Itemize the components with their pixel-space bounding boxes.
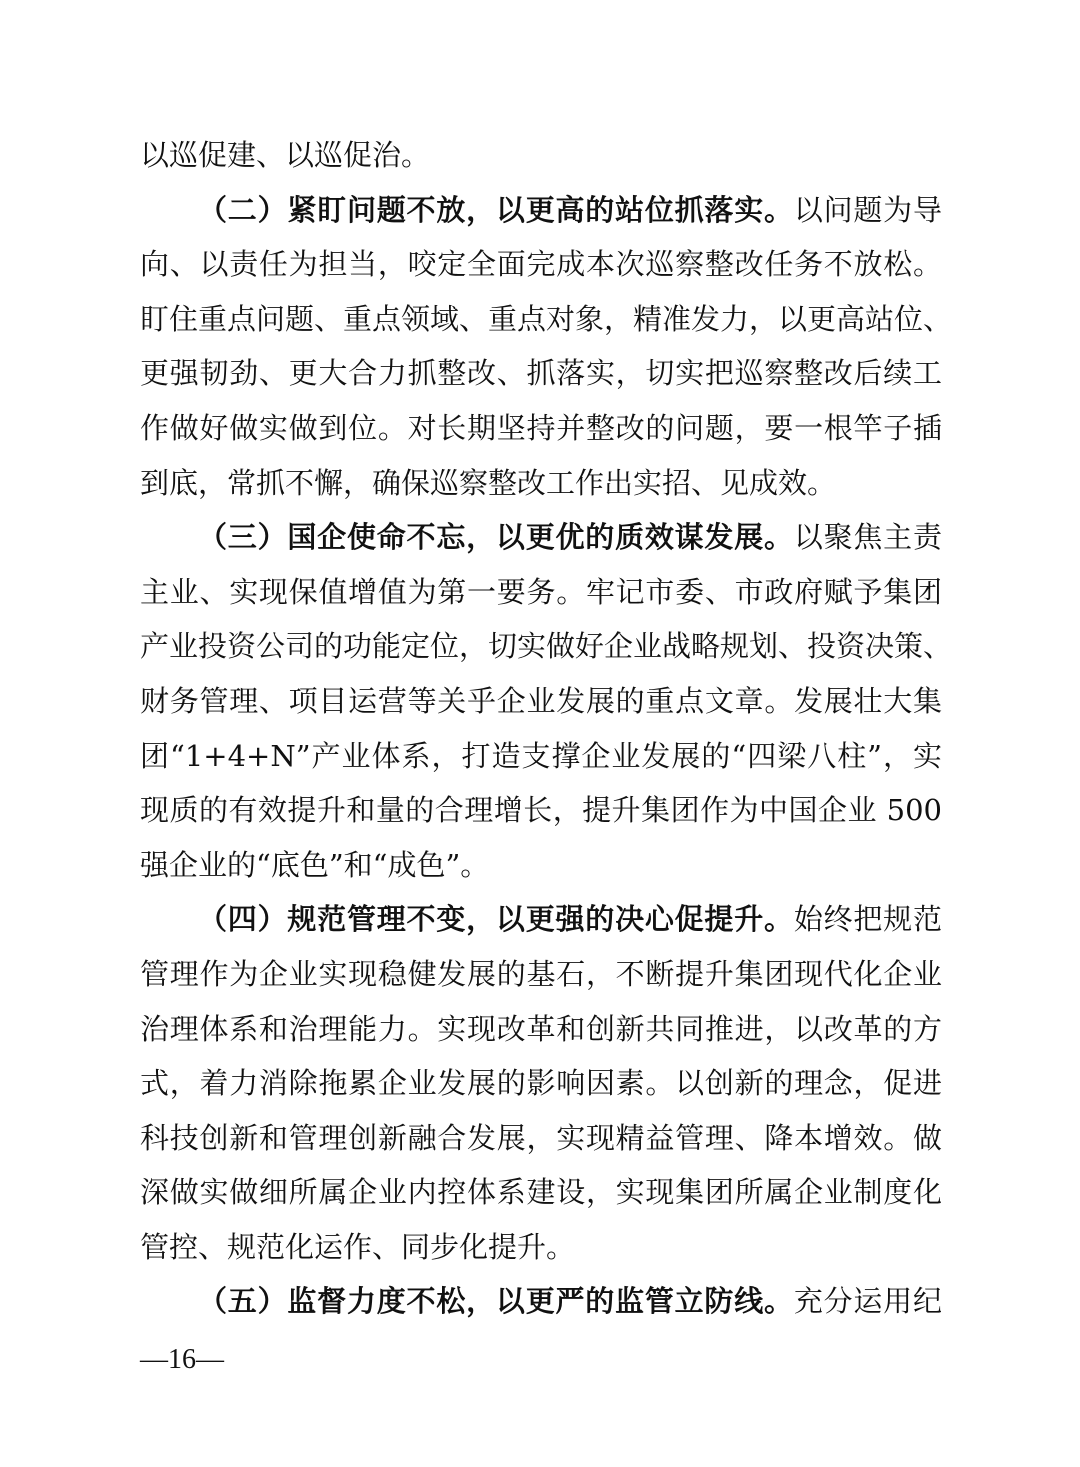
- text-line: 现质的有效提升和量的合理增长，提升集团作为中国企业 500: [140, 793, 942, 828]
- section-heading: （四）规范管理不变，以更强的决心促提升。: [198, 902, 794, 937]
- heading-line-text: 充分运用纪: [793, 1284, 942, 1319]
- text-line: 团“1+4+N”产业体系，打造支撑企业发展的“四梁八柱”，实: [140, 738, 942, 773]
- section-heading: （三）国企使命不忘，以更优的质效谋发展。: [198, 520, 794, 555]
- heading-line-text: 始终把规范: [793, 902, 942, 937]
- text-line: 产业投资公司的功能定位，切实做好企业战略规划、投资决策、: [140, 629, 953, 664]
- heading-line-text: 以聚焦主责: [793, 520, 942, 555]
- section-heading-line: [140, 1274, 942, 1329]
- text-line: 深做实做细所属企业内控体系建设，实现集团所属企业制度化: [140, 1175, 942, 1210]
- text-line: 式，着力消除拖累企业发展的影响因素。以创新的理念，促进: [140, 1066, 942, 1101]
- text-line: 向、以责任为担当，咬定全面完成本次巡察整改任务不放松。: [140, 247, 942, 282]
- section-heading-line: [140, 510, 942, 565]
- text-line: 管控、规范化运作、同步化提升。: [140, 1229, 576, 1264]
- text-line: 以巡促建、以巡促治。: [140, 138, 431, 172]
- text-line: 更强韧劲、更大合力抓整改、抓落实，切实把巡察整改后续工: [140, 356, 942, 391]
- text-line: 管理作为企业实现稳健发展的基石，不断提升集团现代化企业: [140, 956, 942, 991]
- section-heading: （二）紧盯问题不放，以更高的站位抓落实。: [198, 192, 794, 227]
- document-body: [140, 128, 953, 1329]
- text-line: 科技创新和管理创新融合发展，实现精益管理、降本增效。做: [140, 1120, 942, 1155]
- section-heading: （五）监督力度不松，以更严的监管立防线。: [198, 1284, 794, 1319]
- text-line: 主业、实现保值增值为第一要务。牢记市委、市政府赋予集团: [140, 574, 942, 609]
- text-line: 财务管理、项目运营等关乎企业发展的重点文章。发展壮大集: [140, 683, 942, 718]
- section-heading-line: [140, 892, 942, 947]
- page-number: —16—: [140, 1344, 224, 1375]
- text-line: 到底，常抓不懈，确保巡察整改工作出实招、见成效。: [140, 465, 837, 500]
- section-heading-line: [140, 183, 942, 238]
- heading-line-text: 以问题为导: [793, 192, 942, 227]
- text-line: 治理体系和治理能力。实现改革和创新共同推进，以改革的方: [140, 1011, 942, 1046]
- text-line: 强企业的“底色”和“成色”。: [140, 847, 490, 882]
- text-line: 作做好做实做到位。对长期坚持并整改的问题，要一根竿子插: [140, 410, 942, 445]
- text-line: 盯住重点问题、重点领域、重点对象，精准发力，以更高站位、: [140, 301, 953, 336]
